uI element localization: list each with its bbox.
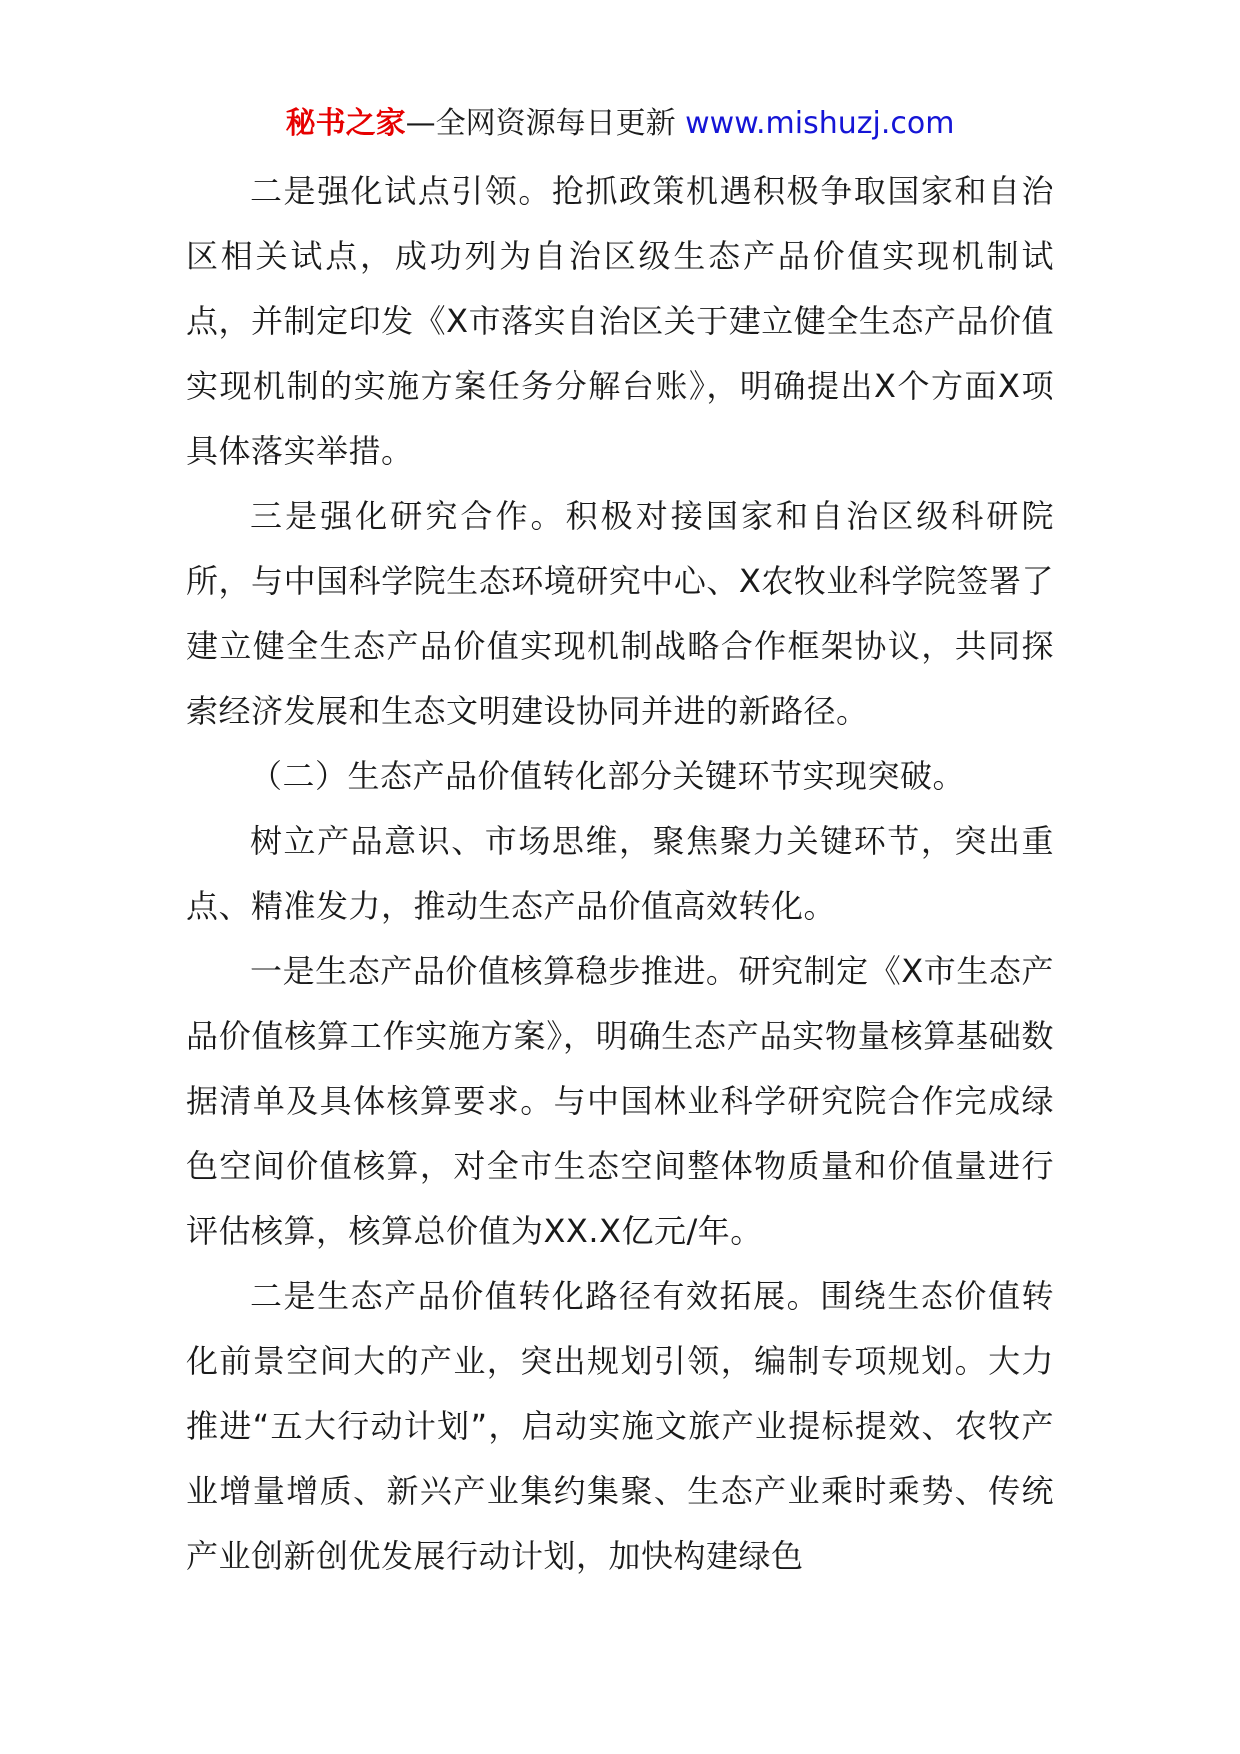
paragraph-pilot-leading: 二是强化试点引领。抢抓政策机遇积极争取国家和自治区相关试点，成功列为自治区级生态产品价值实现机制试点，并制定印发《X市落实自治区关于建立健全生态产品价值实现机制的实施方案任务分解台账》，明确提出X个方面X项具体落实举措。	[186, 172, 1054, 470]
paragraph-value-accounting: 一是生态产品价值核算稳步推进。研究制定《X市生态产品价值核算工作实施方案》，明确生态产品实物量核算基础数据清单及具体核算要求。与中国林业科学研究院合作完成绿色空间价值核算，对全市生态空间整体物质量和价值量进行评估核算，核算总价值为XX.X亿元/年。	[186, 952, 1054, 1250]
brand-name: 秘书之家	[285, 106, 406, 141]
header-tagline: —全网资源每日更新	[405, 106, 686, 141]
paragraph-conversion-paths: 二是生态产品价值转化路径有效拓展。围绕生态价值转化前景空间大的产业，突出规划引领，编制专项规划。大力推进“五大行动计划”，启动实施文旅产业提标提效、农牧产业增量增质、新兴产业集约集聚、生态产业乘时乘势、传统产业创新创优发展行动计划，加快构建绿色	[186, 1277, 1054, 1575]
document-body	[186, 159, 1054, 1589]
paragraph-research-cooperation: 三是强化研究合作。积极对接国家和自治区级科研院所，与中国科学院生态环境研究中心、X农牧业科学院签署了建立健全生态产品价值实现机制战略合作框架协议，共同探索经济发展和生态文明建设协同并进的新路径。	[186, 497, 1054, 730]
page-header	[0, 100, 1240, 148]
paragraph-section-intro: 树立产品意识、市场思维，聚焦聚力关键环节，突出重点、精准发力，推动生态产品价值高效转化。	[186, 822, 1054, 925]
site-url-link[interactable]: www.mishuzj.com	[685, 106, 955, 141]
section-heading-breakthrough: （二）生态产品价值转化部分关键环节实现突破。	[250, 757, 966, 795]
